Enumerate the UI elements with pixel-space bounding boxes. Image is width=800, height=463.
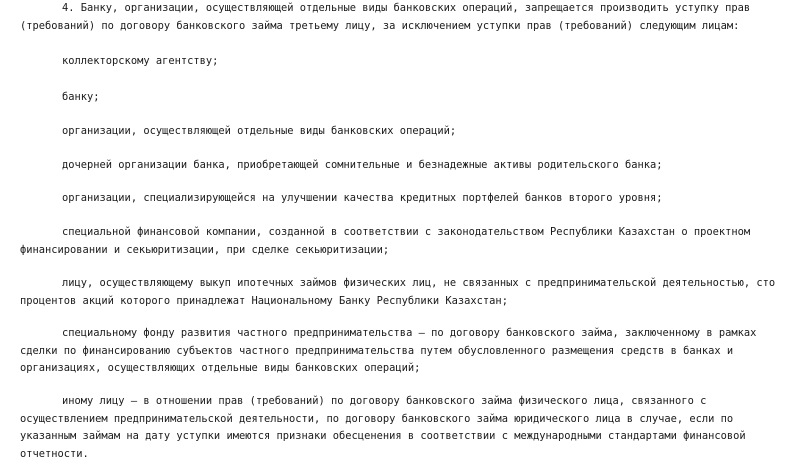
text-line: дочерней организации банка, приобретающей сомнительные и безнадежные активы родительского банка; xyxy=(62,159,663,171)
list-item-subsidiary xyxy=(20,157,780,175)
list-item-bank xyxy=(20,89,780,107)
list-item-development-fund xyxy=(20,325,780,378)
paragraph-4-intro xyxy=(20,0,780,35)
list-item-other-person xyxy=(20,393,780,463)
text-line: 4. Банку, организации, осуществляющей отдельные виды банковских операций, запрещается производить уступку прав xyxy=(62,2,751,14)
text-line: сделки по финансированию субъектов частного предпринимательства путем обусловленного размещения средств в банках и xyxy=(20,344,734,357)
text-line: отчетности. xyxy=(20,447,89,460)
list-item-mortgage-buyer xyxy=(20,275,780,310)
text-line: специальной финансовой компании, созданной в соответствии с законодательством Республики Казахстан о проектном xyxy=(62,226,751,238)
text-line: осуществлением предпринимательской деятельности, по договору банковского займа юридического лица в случае, если по xyxy=(20,412,734,425)
text-line: банку; xyxy=(62,91,100,103)
text-line: иному лицу – в отношении прав (требований) по договору банковского займа физического лица, связанного с xyxy=(62,395,707,407)
list-item-special-finance-company xyxy=(20,224,780,259)
text-line: (требований) по договору банковского займа третьему лицу, за исключением уступки прав (требований) следующим лицам: xyxy=(20,19,740,32)
text-line: организации, специализирующейся на улучшении качества кредитных портфелей банков второго уровня; xyxy=(62,192,663,204)
list-item-collection-agency xyxy=(20,53,780,71)
text-line: финансировании и секьюритизации, при сделке секьюритизации; xyxy=(20,243,390,256)
text-line: указанным займам на дату уступки имеются признаки обесценения в соответствии с международными стандартами финансовой xyxy=(20,430,746,442)
text-line: лицу, осуществляющему выкуп ипотечных займов физических лиц, не связанных с предпринимательской деятельностью, сто xyxy=(62,277,776,289)
text-line: организации, осуществляющей отдельные виды банковских операций; xyxy=(62,125,457,137)
list-item-portfolio-improvement xyxy=(20,190,780,208)
text-line: процентов акций которого принадлежат Национальному Банку Республики Казахстан; xyxy=(20,294,508,307)
list-item-organization xyxy=(20,123,780,141)
text-line: организациях, осуществляющих отдельные виды банковских операций; xyxy=(20,362,421,374)
text-line: специальному фонду развития частного предпринимательства – по договору банковского займа, заключенному в рамках xyxy=(62,327,757,339)
text-line: коллекторскому агентству; xyxy=(62,55,219,67)
